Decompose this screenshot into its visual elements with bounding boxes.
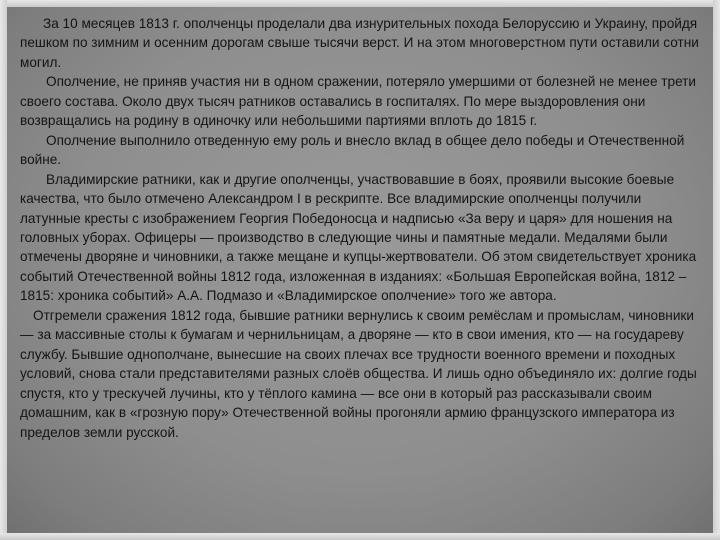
slide-body-text bbox=[20, 14, 704, 442]
slide-frame-top bbox=[0, 0, 720, 7]
paragraph-contribution: Ополчение выполнило отведенную ему роль и внесло вклад в общее дело победы и Отечественной войне. bbox=[20, 132, 685, 168]
slide-frame-right bbox=[713, 0, 720, 540]
paragraph-losses: Ополчение, не приняв участия ни в одном сражении, потеряло умершими от болезней не менее трети своего состава. Около двух тысяч ратников оставались в госпиталях. По мере выздоровления они возвращались на родину в одиночку или небольшими партиями вплоть до 1815 г. bbox=[20, 74, 696, 129]
paragraph-return: Отгремели сражения 1812 года, бывшие ратники вернулись к своим ремёслам и промыслам, чиновники — за массивные столы к бумагам и чернильницам, а дворяне — кто в свои имения, кто — на государеву службу. Бывшие однополчане, вынесшие на своих плечах все трудности военного времени и походных условий, снова стали представителями разных слоёв общества. И лишь одно объединяло их: долгие годы спустя, кто у трескучей лучины, кто у тёплого камина — все они в который раз рассказывали своим домашним, как в «грозную пору» Отечественной войны прогоняли армию французского императора из пределов земли русской. bbox=[20, 307, 697, 440]
paragraph-marches: За 10 месяцев 1813 г. ополченцы проделали два изнурительных похода Белоруссию и Украину, пройдя пешком по зимним и осенним дорогам свыше тысячи верст. И на этом многоверстном пути оставили сотни могил. bbox=[20, 16, 699, 70]
slide-frame-left bbox=[0, 0, 7, 540]
paragraph-awards: Владимирские ратники, как и другие ополченцы, участвовавшие в боях, проявили высокие боевые качества, что было отмечено Александром I в рескрипте. Все владимирские ополченцы получили латунные кресты с изображением Георгия Победоносца и надписью «За веру и царя» для ношения на головных уборах. Офицеры — производство в следующие чины и памятные медали. Медалями были отмечены дворяне и чиновники, а также мещане и купцы-жертвователи. Об этом свидетельствует хроника событий Отечественной войны 1812 года, изложенная в изданиях: «Большая Европейская война, 1812 – 1815: хроника событий» А.А. Подмазо и «Владимирское ополчение» того же автора. bbox=[20, 171, 697, 304]
slide-frame-bottom bbox=[0, 533, 720, 540]
